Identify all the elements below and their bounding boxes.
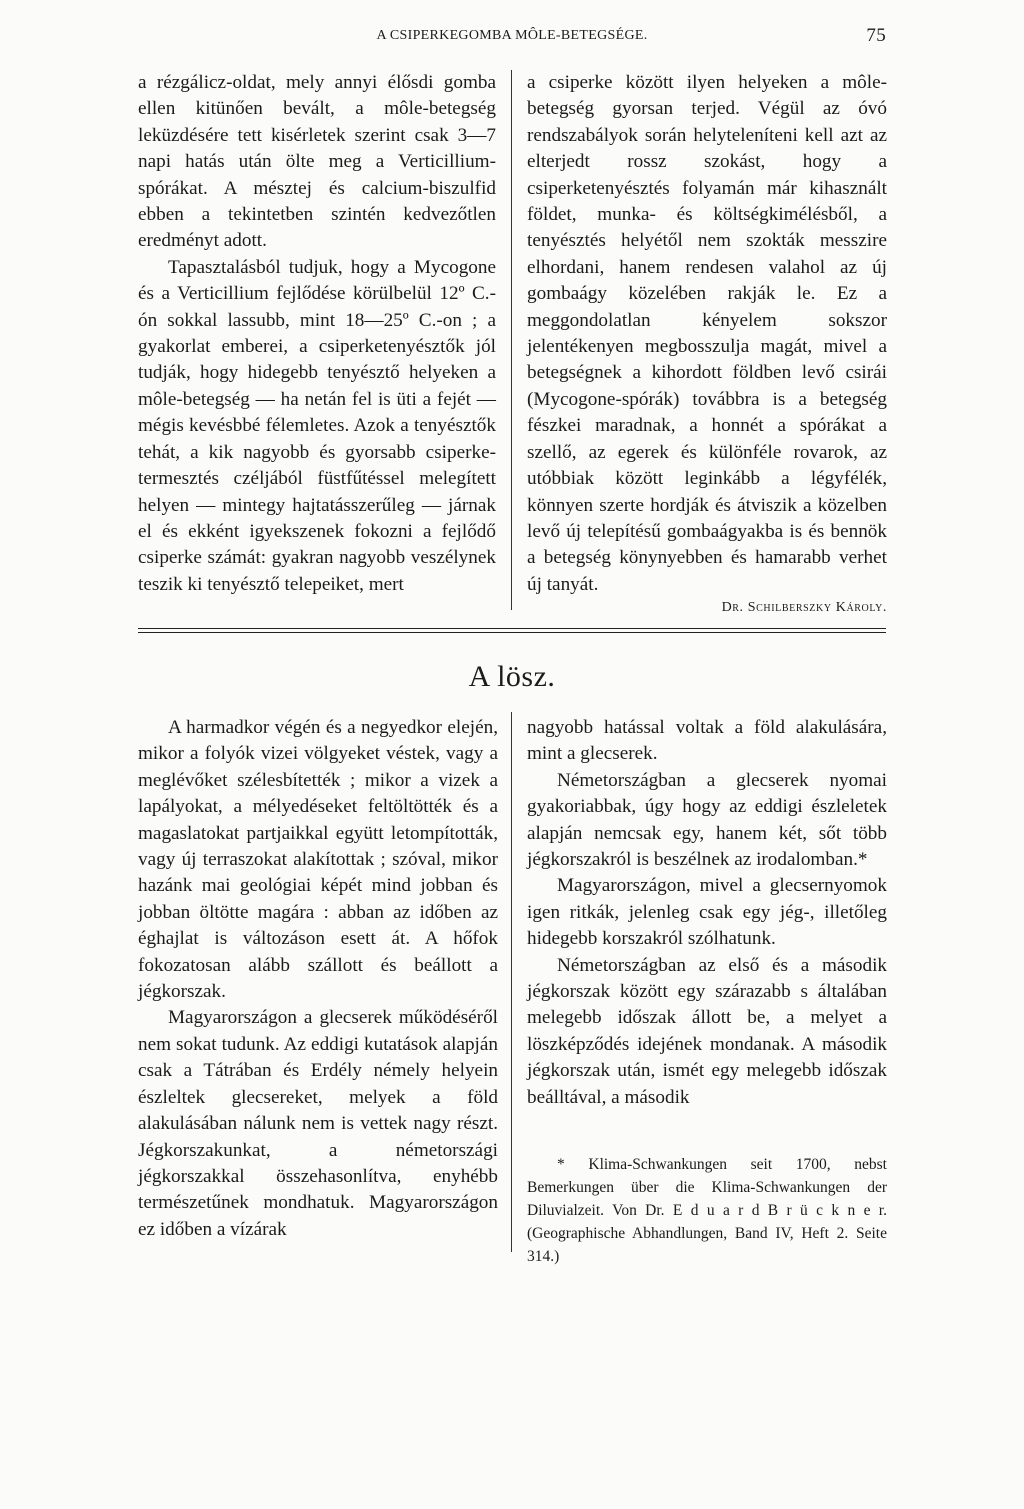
paragraph: a csiperke között ilyen helyeken a môle-betegség gyorsan terjed. Végül az óvó rendszabályok során helyteleníteni kell azt az elterjedt rossz szokást, hogy a csiperketenyésztés folyamán már kihasznált földet, munka- és költségkimélésből, a tenyésztés helyétől nem szokták messzire elhordani, hanem rendesen valahol az új gombaágy közelében rakják le. Ez a meggondolatlan kényelem sokszor jelentékenyen megbosszulja magát, mivel a betegségnek a kihordott földben levő csirái (Mycogone-spórák) továbbra is a betegség fészkei maradnak, a honnét a spórákat a szellő, az egerek és különféle rovarok, az utóbbiak között leginkább a légyfélék, könnyen szerte hordják és átviszik a közelben levő új telepítésű gombaágyakba is és bennök a betegség könynyebben és hamarabb verhet új tanyát. bbox=[527, 72, 887, 595]
footnote-text: * Klima-Schwankungen seit 1700, nebst Bemerkungen über die Klima-Schwankungen der Diluvialzeit. Von Dr. E d u a r d B r ü c k n e r. (Geographische Abhandlungen, Band IV, Heft 2. Seite 314.) bbox=[527, 1156, 887, 1265]
author-signature: Dr. Schilberszky Károly. bbox=[721, 600, 887, 615]
top-article-left-column bbox=[138, 70, 496, 598]
top-article-right-column bbox=[527, 70, 887, 598]
section-divider bbox=[138, 628, 886, 629]
paragraph: nagyobb hatással voltak a föld alakulására, mint a glecserek. bbox=[527, 717, 887, 765]
bottom-article-left-column bbox=[138, 715, 498, 1243]
paragraph: Magyarországon, mivel a glecsernyomok igen ritkák, jelenleg csak egy jég-, illetőleg hidegebb korszakról szólhatunk. bbox=[527, 875, 887, 950]
paragraph: Tapasztalásból tudjuk, hogy a Mycogone és a Verticillium fejlődése körülbelül 12º C.-ón sokkal lassubb, mint 18—25º C.-on ; a gyakorlat emberei, a csiperketenyésztők jól tudják, hogy hidegebb tenyésztő helyeken a môle-betegség — ha netán fel is üti a fejét — mégis kevésbbé félemletes. Azok a tenyésztők tehát, a kik nagyobb és gyorsabb csiperke-termesztés czéljából füstfűtéssel melegített helyen — mintegy hajtatásszerűleg — járnak el és ekként igyekszenek fokozni a fejlődő csiperke számát: gyakran nagyobb veszélynek teszik ki tenyésztő telepeiket, mert bbox=[138, 256, 496, 595]
paragraph: Magyarországon a glecserek működéséről nem sokat tudunk. Az eddigi kutatások alapján csak a Tátrában és Erdély némely helyein észleltek glecsereket, melyek a föld alakulásában nálunk nem is vettek nagy részt. Jégkorszakunkat, a németországi jégkorszakkal összehasonlítva, enyhébb természetűnek mondhatuk. Magyarországon ez időben a vízárak bbox=[138, 1007, 498, 1240]
bottom-article-right-column bbox=[527, 715, 887, 1111]
page-number: 75 bbox=[866, 25, 886, 46]
paragraph: A harmadkor végén és a negyedkor elején, mikor a folyók vizei völgyeket véstek, vagy a meglévőket szélesbítették ; mikor a vizek a lapályokat, a mélyedéseket feltöltötték és a magaslatokat partjaikkal együtt letompították, vagy új terraszokat alakítottak ; szóval, mikor hazánk mai geológiai képét mind jobban és jobban öltötte magára : abban az időben az éghajlat is változáson esett át. A hőfok fokozatosan alább szállott és beállott a jégkorszak. bbox=[138, 717, 498, 1003]
paragraph: a rézgálicz-oldat, mely annyi élősdi gomba ellen kitünően bevált, a môle-betegség leküzdésére tett kisérletek szerint csak 3—7 napi hatás után ölte meg a Verticillium-spórákat. A mésztej és calcium-biszulfid ebben a tekintetben szintén kedvezőtlen eredményt adott. bbox=[138, 72, 496, 252]
paragraph: Németországban a glecserek nyomai gyakoriabbak, úgy hogy az eddigi észleletek alapján nemcsak egy, hanem két, sőt több jégkorszakról is beszélnek az irodalomban.* bbox=[527, 769, 887, 871]
section-divider bbox=[138, 632, 886, 633]
paragraph: Németországban az első és a második jégkorszak között egy szárazabb s általában melegebb időszak állott be, a melyet a löszképződés idejének mondanak. A második jégkorszak után, ismét egy melegebb időszak beálltával, a második bbox=[527, 954, 887, 1108]
footnote bbox=[527, 1153, 887, 1268]
column-divider bbox=[511, 70, 512, 610]
running-title: A CSIPERKEGOMBA MÔLE-BETEGSÉGE. bbox=[376, 28, 648, 43]
column-divider bbox=[511, 712, 512, 1252]
article-title: A lösz. bbox=[468, 660, 556, 693]
